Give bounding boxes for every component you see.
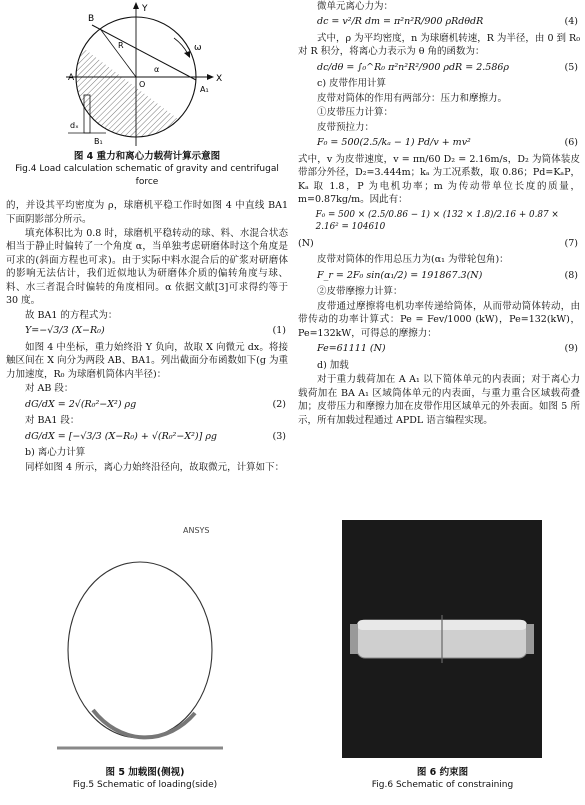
figure-5-caption-en: Fig.5 Schematic of loading(side) (72, 780, 218, 791)
equation-8-number: (8) (564, 269, 578, 281)
label-x: X (216, 74, 223, 84)
equation-9-expr: Fe=61111 (N) (317, 343, 386, 355)
equation-6-number: (6) (564, 137, 578, 149)
figure-5 (55, 515, 225, 755)
rotation-arrow (174, 38, 188, 54)
right-paragraph-6: 皮带预拉力： (317, 121, 375, 133)
ansys-logo: ANSYS (183, 526, 210, 535)
figure-6-image (342, 520, 542, 758)
equation-1 (6, 324, 288, 337)
equation-9-number: (9) (564, 343, 578, 355)
label-o: O (139, 80, 146, 89)
equation-5 (298, 61, 580, 74)
equation-9 (298, 342, 580, 355)
right-paragraph-10: 皮带通过摩擦将电机功率传递给筒体，从而带动筒体转动，由带传动的功率计算式：Pe = Fev/1000 (kW)，Pe=132(kW)，Pe=132kW，可得总的摩擦力： (298, 300, 580, 339)
equation-4-expr: dc = v²/R dm = π²n²R/900 ρRdθdR (317, 16, 484, 28)
equation-1-number: (1) (272, 325, 286, 337)
label-a: A (68, 73, 75, 83)
left-paragraph-4: 如图 4 中坐标，重力始终沿 Y 负向，故取 X 向微元 dx。将接触区间在 X 向分为两段 AB、BA1。列出截面分布函数如下(g 为重力加速度，R₀ 为球磨机筒体内半径)： (6, 341, 288, 380)
right-paragraph-11: d) 加载 (317, 359, 349, 371)
fig5-shell (68, 562, 212, 738)
right-paragraph-1: 微单元离心力为： (317, 1, 394, 12)
right-paragraph-8: 皮带对筒体的作用总压力为(α₁ 为带轮包角)： (317, 254, 509, 266)
right-paragraph-4: 皮带对筒体的作用有两部分：压力和摩擦力。 (317, 92, 508, 104)
equation-6 (298, 136, 580, 149)
equation-7 (298, 209, 580, 234)
label-alpha: α (154, 65, 160, 74)
equation-3 (6, 430, 288, 443)
equation-7-unit: (N) (298, 237, 314, 249)
equation-7-tail (298, 237, 580, 250)
fig6-right-end (526, 624, 534, 654)
equation-1-expr: Y=−√3/3 (X−R₀) (25, 325, 105, 337)
left-paragraph-1: 的，并设其平均密度为 ρ，球磨机平稳工作时如图 4 中直线 BA1 下面阴影部分所示。 (6, 200, 288, 225)
label-dx: dₓ (70, 121, 79, 130)
label-a1: A₁ (200, 85, 209, 94)
label-omega: ω (194, 43, 202, 53)
equation-8 (298, 269, 580, 282)
figure-5-caption-cn: 图 5 加载图(侧视) (105, 767, 185, 778)
figure-4-diagram (6, 0, 288, 150)
right-column (298, 0, 580, 428)
right-paragraph-12: 对于重力载荷加在 A A₁ 以下简体单元的内表面；对于离心力载荷加在 BA A₁ 区域筒体单元的内表面，与重力重合区域载荷叠加；皮带压力和摩擦力加在皮带作用区域单元的外表面。如图 5 所示，所有加载过程通过 APDL 语言编程实现。 (298, 374, 580, 426)
equation-4 (298, 15, 580, 28)
left-paragraph-7: b) 离心力计算 (25, 447, 86, 459)
right-paragraph-2: 式中，ρ 为平均密度，n 为球磨机转速，R 为半径，由 0 到 R₀ 对 R 积分，将离心力表示为 θ 角的函数为： (298, 32, 580, 58)
left-paragraph-8: 同样如图 4 所示，离心力始终沿径向，故取微元，计算如下： (25, 461, 285, 473)
right-paragraph-3: c) 皮带作用计算 (317, 78, 387, 90)
equation-7-number: (7) (564, 237, 578, 249)
label-b: B (88, 14, 95, 24)
figure-6-caption-cn: 图 6 约束图 (416, 767, 469, 778)
equation-7-expr: F₀ = 500 × (2.5/0.86 − 1) × (132 × 1.8)/2.16 + 0.87 × 2.16² = 104610 (315, 209, 559, 233)
equation-3-number: (3) (272, 430, 286, 442)
figure-5-caption (10, 766, 280, 792)
left-paragraph-6: 对 BA1 段： (25, 415, 80, 427)
right-paragraph-9: ②皮带摩擦力计算： (317, 286, 403, 298)
figure-4-caption-cn: 图 4 重力和离心力载荷计算示意图 (73, 151, 221, 162)
figure-4-caption-en: Fig.4 Load calculation schematic of gravity and centrifugal force (15, 164, 279, 188)
left-paragraph-2: 填充体积比为 0.8 时，球磨机平稳转动的球、料、水混合状态相当于静止时偏转了一个角度 α，当单独考虑研磨体时这个角度是可求的(斜面方程也可求)。由于实际中料水混合后的矿浆对研磨体的影响无法估计，我们近似地认为研磨体介质的偏转角度与球、料、水三者混合时偏转的角度相同。α 依据文献[3]可求得约等于 30 度。 (6, 227, 288, 307)
equation-2 (6, 398, 288, 411)
left-column (6, 0, 288, 475)
right-paragraph-7: 式中，v 为皮带速度，v = πn/60 D₂ = 2.16m/s，D₂ 为筒体装皮带部分外径，D₂=3.444m；kₐ 为工况系数，取 0.86；Pd=KₐP，Kₐ 取 1.8，P 为电机功率；m 为传动带单位长度的质量，m=0.87kg/m。因此有： (298, 153, 580, 206)
figure-6 (342, 520, 542, 758)
figure-6-caption (305, 766, 580, 792)
figure-5-image (55, 515, 225, 755)
left-paragraph-5: 对 AB 段： (25, 383, 74, 395)
left-paragraph-3: 故 BA1 的方程式为： (25, 309, 118, 321)
equation-4-number: (4) (564, 16, 578, 28)
label-y: Y (142, 4, 148, 14)
fig6-left-end (350, 624, 358, 654)
figure-4 (6, 0, 288, 150)
equation-3-expr: dG/dX = [−√3/3 (X−R₀) + √(R₀²−X²)] ρg (25, 430, 217, 442)
figure-6-caption-en: Fig.6 Schematic of constraining (371, 780, 514, 791)
right-paragraph-5: ①皮带压力计算： (317, 107, 394, 119)
equation-5-expr: dc/dθ = ∫₀^R₀ π²n²R²/900 ρdR = 2.586ρ (317, 61, 509, 73)
equation-8-expr: F_r = 2F₀ sin(α₁/2) = 191867.3(N) (317, 269, 483, 281)
label-r: R (118, 41, 124, 50)
equation-2-expr: dG/dX = 2√(R₀²−X²) ρg (25, 398, 137, 410)
equation-6-expr: F₀ = 500(2.5/kₐ − 1) Pd/v + mv² (317, 137, 471, 149)
figure-4-caption (6, 150, 288, 189)
equation-2-number: (2) (272, 398, 286, 410)
label-b1: B₁ (94, 137, 103, 146)
equation-5-number: (5) (564, 61, 578, 73)
